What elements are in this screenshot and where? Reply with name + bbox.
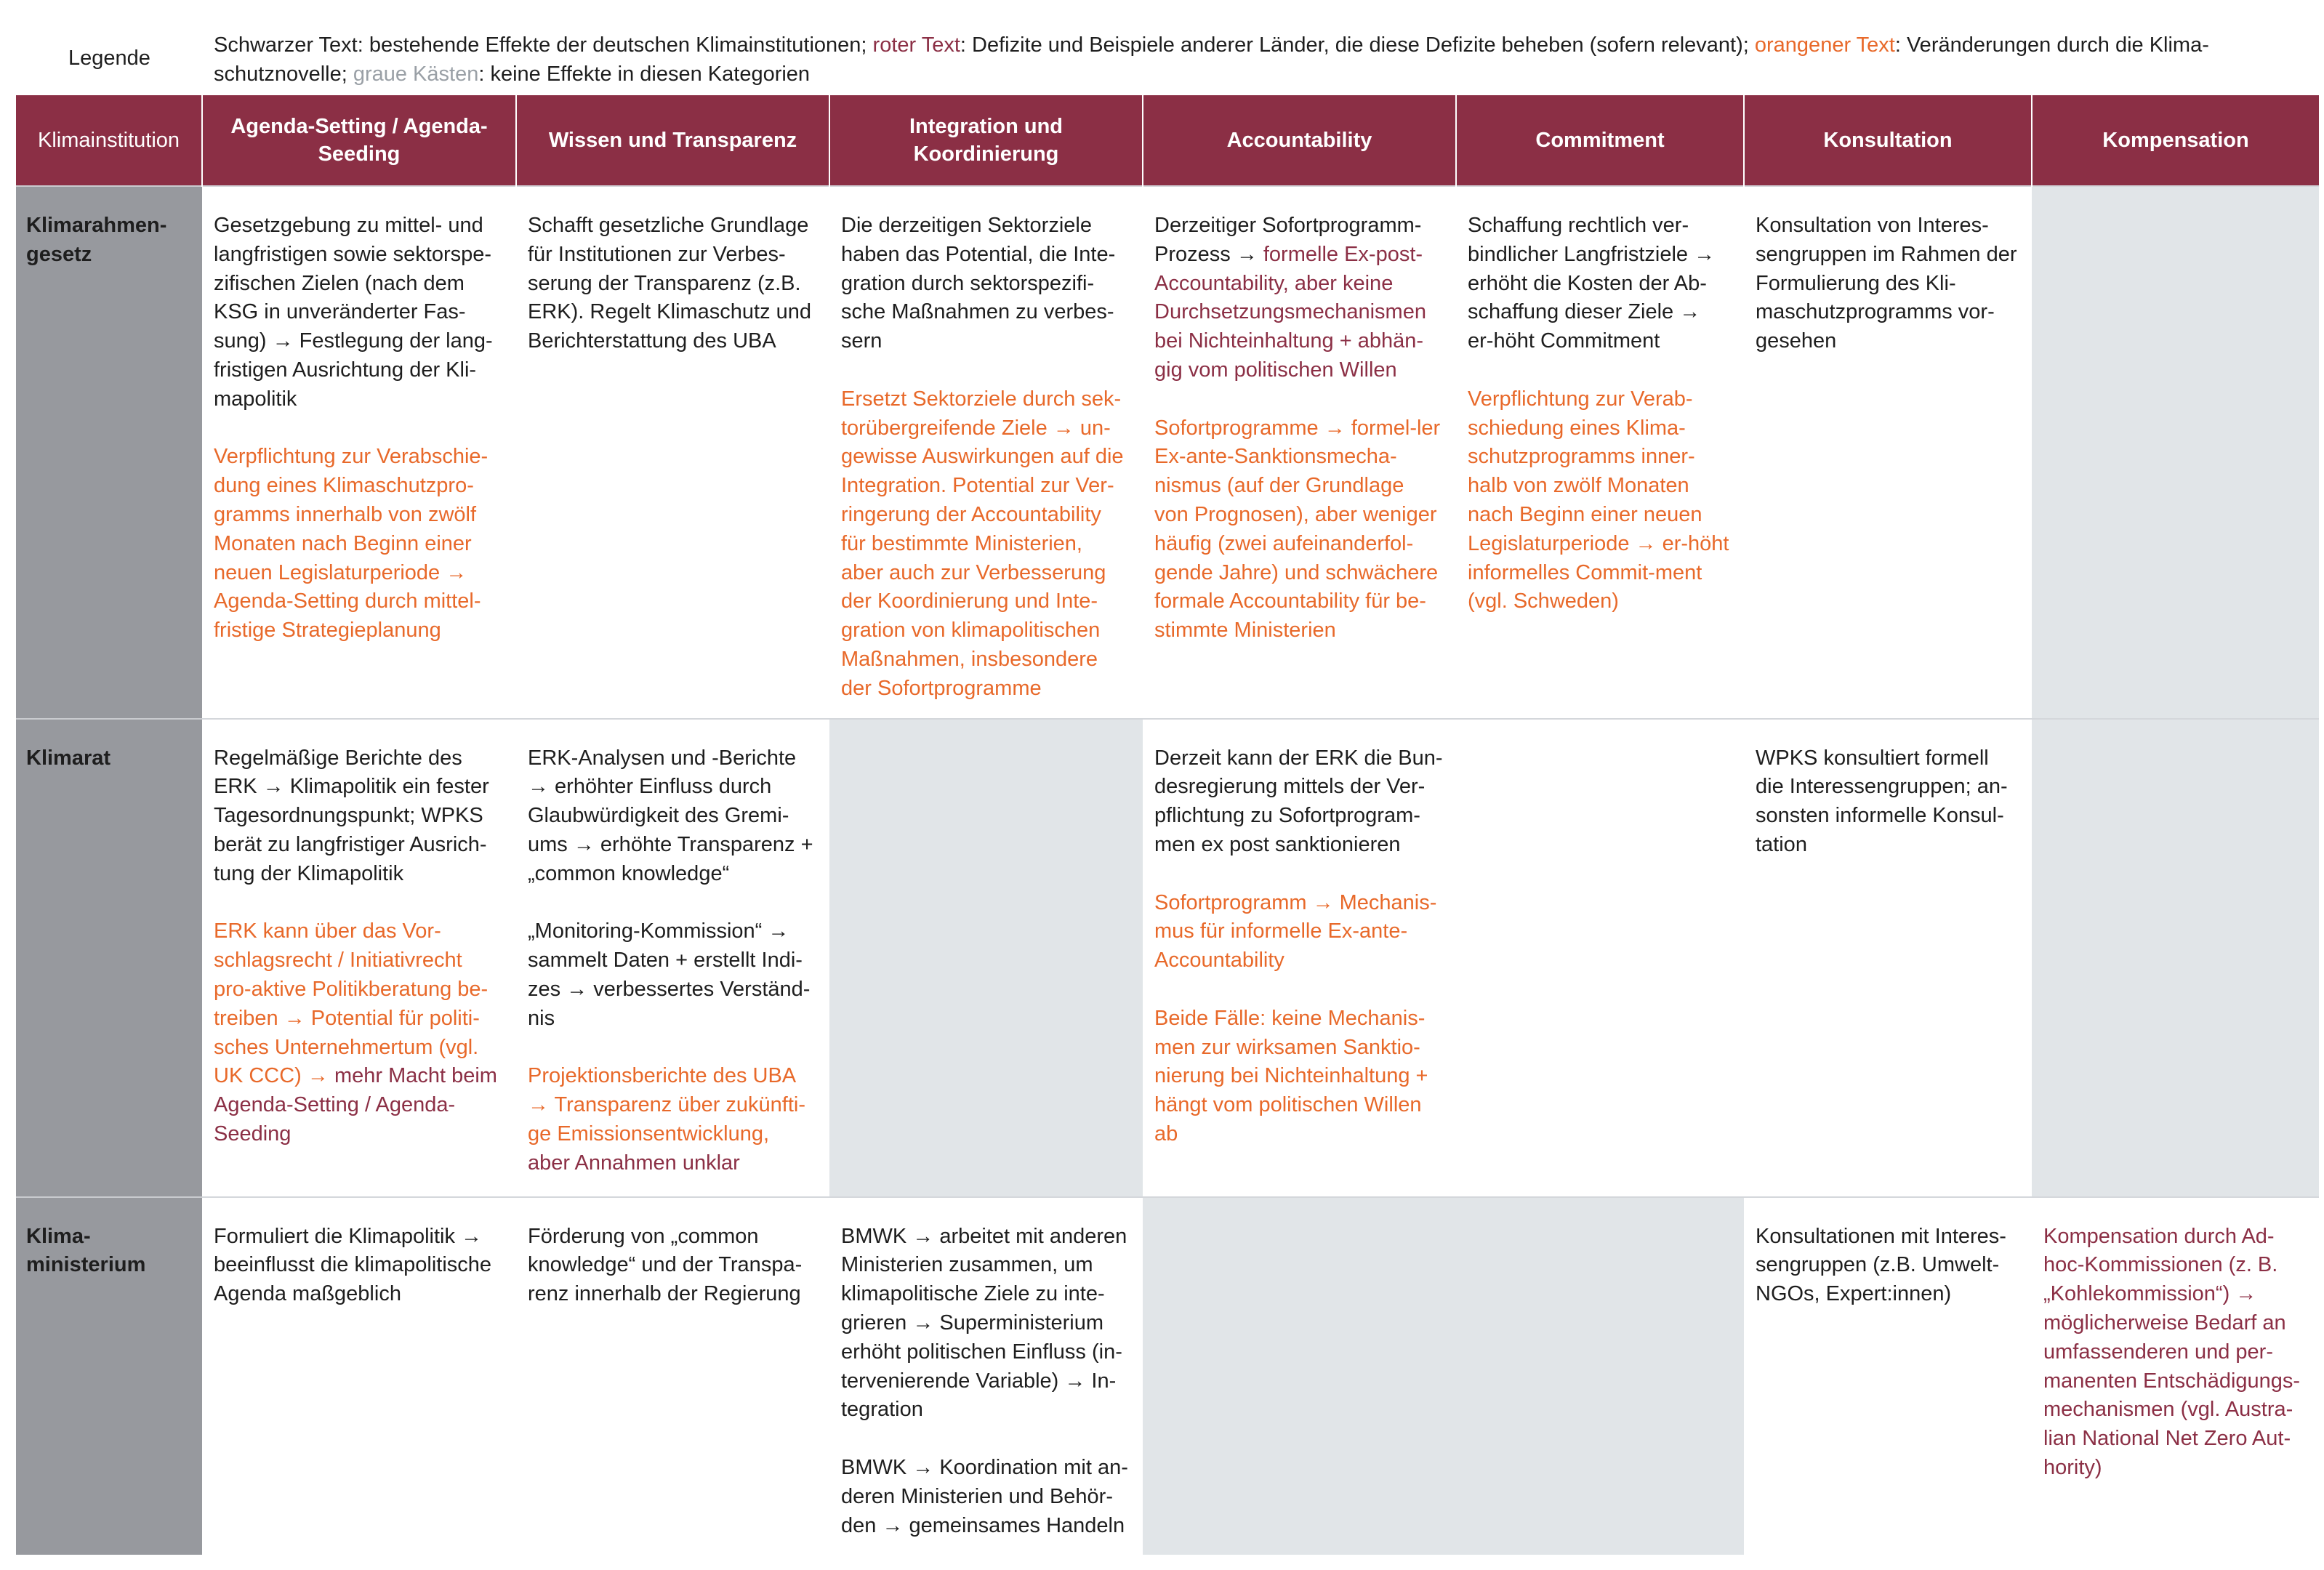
legend-label: Legende (68, 47, 150, 70)
cell-text: Schaffung rechtlich ver-bindlicher Langfristziele → erhöht die Kosten der Ab-schaffung dieser Ziele → er-höht Commitment (1468, 214, 1716, 353)
cell-text: Förderung von „common knowledge“ und der Transpa-renz innerhalb der Regierung (528, 1224, 803, 1306)
cell-text: Formuliert die Klimapolitik → beeinflusst die klimapolitische Agenda maßgeblich (214, 1224, 492, 1306)
row-header: Klimarat (16, 719, 202, 1197)
cell-text: Schafft gesetzliche Grundlage für Institutionen zur Verbes-serung der Transparenz (z.B. ERK). Regelt Klimaschutz und Berichterstattung des UBA (528, 214, 812, 353)
cell-konsultation (1744, 719, 2032, 1197)
institution-matrix (16, 95, 2319, 1555)
cell-agenda (202, 719, 516, 1197)
legend-orange-desc: : Veränderungen durch die Klima-schutznovelle; (214, 33, 2209, 86)
header-commitment: Commitment (1456, 95, 1744, 186)
cell-integration (829, 186, 1143, 719)
table-row-klimarahmengesetz (16, 186, 2319, 719)
cell-text: Gesetzgebung zu mittel- und langfristigen sowie sektorspe-zifischen Zielen (nach dem KSG in unveränderter Fas-sung) → Festlegung der lang-fristigen Ausrichtung der Kli-mapolitik (214, 214, 493, 411)
cell-commitment-blank (1456, 719, 1744, 1197)
cell-wissen (516, 186, 829, 719)
cell-text: Derzeitiger Sofortprogramm-Prozess → (1154, 214, 1422, 266)
cell-text-orange: Ersetzt Sektorziele durch sek-torübergreifende Ziele → un-gewisse Auswirkungen auf die Integration. Potential zur Ver-ringerung der Accountability für bestimmte Ministerien, aber auch zur Verbesserung der Koordinierung und Inte-gration von klimapolitischen Maßnahmen, insbesondere der Sofortprogramme (841, 387, 1124, 700)
cell-text-mixed (214, 917, 503, 1148)
cell-text-red: aber Annahmen unklar (528, 1151, 740, 1175)
legend-red-desc: : Defizite und Beispiele anderer Länder, die diese Defizite beheben (sofern relevant); (960, 33, 1755, 57)
cell-commitment (1456, 186, 1744, 719)
cell-text-orange: Projektionsberichte des UBA → Transparenz über zukünfti-ge Emissionsentwicklung, (528, 1064, 806, 1146)
cell-accountability-empty (1143, 1197, 1456, 1555)
cell-integration-empty (829, 719, 1143, 1197)
cell-text: BMWK → arbeitet mit anderen Ministerien zusammen, um klimapolitische Ziele zu inte-grieren → Superministerium erhöht politischen Einfluss (in-tervenierende Variable) → In-tegration (841, 1224, 1127, 1422)
cell-wissen (516, 719, 829, 1197)
cell-text-red: formelle Ex-post-Accountability, aber keine Durchsetzungsmechanismen bei Nichteinhaltung + abhän-gig vom politischen Willen (1154, 242, 1426, 382)
header-wissen-transparenz: Wissen und Transparenz (516, 95, 829, 186)
cell-text: BMWK → Koordination mit an-deren Ministerien und Behör-den → gemeinsames Handeln (841, 1455, 1128, 1537)
cell-agenda (202, 186, 516, 719)
header-agenda-setting: Agenda-Setting / Agenda-Seeding (202, 95, 516, 186)
cell-accountability (1143, 186, 1456, 719)
cell-text-orange: Beide Fälle: keine Mechanis-men zur wirksamen Sanktio-nierung bei Nichteinhaltung + hängt vom politischen Willen ab (1154, 1006, 1428, 1146)
cell-agenda (202, 1197, 516, 1555)
cell-text: ERK-Analysen und -Berichte → erhöhter Einfluss durch Glaubwürdigkeit des Gremi-ums → erhöhte Transparenz + „common knowledge“ (528, 746, 813, 885)
header-integration-koordinierung: Integration und Koordinierung (829, 95, 1143, 186)
legend-text (214, 31, 2300, 89)
header-accountability: Accountability (1143, 95, 1456, 186)
header-klimainstitution: Klimainstitution (16, 95, 202, 186)
table-row-klimaministerium (16, 1197, 2319, 1555)
header-row (16, 95, 2319, 186)
cell-konsultation (1744, 186, 2032, 719)
row-header: Klimarahmen-gesetz (16, 186, 202, 719)
cell-text-red: mehr Macht beim Agenda-Setting / Agenda-Seeding (214, 1064, 497, 1146)
cell-text: „Monitoring-Kommission“ → sammelt Daten + erstellt Indi-zes → verbessertes Verständ-nis (528, 919, 811, 1030)
cell-text-orange: ERK kann über das Vor-schlagsrecht / Initiativrecht pro-aktive Politikberatung be-treiben → Potential für politi-sches Unternehmertum (vgl. UK CCC) → (214, 919, 488, 1088)
cell-text-orange: Verpflichtung zur Verabschie-dung eines Klimaschutzpro-gramms innerhalb von zwölf Monaten nach Beginn einer neuen Legislaturperiode → Agenda-Setting durch mittel-fristige Strategieplanung (214, 445, 488, 643)
cell-text-orange: Sofortprogramm → Mechanis-mus für informelle Ex-ante-Accountability (1154, 890, 1437, 973)
cell-text: WPKS konsultiert formell die Interessengruppen; an-sonsten informelle Konsul-tation (1756, 746, 2008, 856)
cell-commitment-empty (1456, 1197, 1744, 1555)
cell-text: Derzeit kann der ERK die Bun-desregierung mittels der Ver-pflichtung zu Sofortprogram-men ex post sanktionieren (1154, 746, 1443, 856)
header-konsultation: Konsultation (1744, 95, 2032, 186)
cell-integration (829, 1197, 1143, 1555)
cell-text-mixed (528, 1062, 816, 1178)
cell-kompensation (2032, 1197, 2319, 1555)
cell-text: Regelmäßige Berichte des ERK → Klimapolitik ein fester Tagesordnungspunkt; WPKS berät zu langfristiger Ausrich-tung der Klimapolitik (214, 746, 489, 885)
cell-text-orange: Sofortprogramme → formel-ler Ex-ante-Sanktionsmecha-nismus (auf der Grundlage von Prognosen), aber weniger häufig (zwei aufeinanderfol-gende Jahre) und schwächere formale Accountability für be-stimmte Ministerien (1154, 416, 1441, 643)
cell-text: Konsultationen mit Interes-sengruppen (z.B. Umwelt-NGOs, Expert:innen) (1756, 1224, 2006, 1306)
cell-text: Konsultation von Interes-sengruppen im Rahmen der Formulierung des Kli-maschutzprogramms vor-gesehen (1756, 214, 2017, 353)
legend (0, 0, 2324, 91)
cell-wissen (516, 1197, 829, 1555)
row-header: Klima-ministerium (16, 1197, 202, 1555)
legend-grey-text: graue Kästen (353, 63, 479, 86)
legend-orange-text: orangener Text (1754, 33, 1895, 57)
legend-red-text: roter Text (872, 33, 960, 57)
table-row-klimarat (16, 719, 2319, 1197)
legend-grey-desc: : keine Effekte in diesen Kategorien (478, 63, 811, 86)
cell-accountability (1143, 719, 1456, 1197)
cell-text-red: Kompensation durch Ad-hoc-Kommissionen (z. B. „Kohlekommission“) → möglicherweise Bedarf an umfassenderen und per-manenten Entschädigungs-mechanismen (vgl. Austra-lian National Net Zero Aut-hority) (2043, 1224, 2301, 1479)
cell-text: Die derzeitigen Sektorziele haben das Potential, die Inte-gration durch sektorspezifi-sche Maßnahmen zu verbes-sern (841, 214, 1116, 353)
legend-black-text: Schwarzer Text: bestehende Effekte der deutschen Klimainstitutionen; (214, 33, 873, 57)
cell-kompensation-empty (2032, 186, 2319, 719)
cell-kompensation-empty (2032, 719, 2319, 1197)
cell-text-mixed (1154, 212, 1443, 385)
header-kompensation: Kompensation (2032, 95, 2319, 186)
cell-text-orange: Verpflichtung zur Verab-schiedung eines Klima-schutzprogramms inner-halb von zwölf Monaten nach Beginn einer neuen Legislaturperiode → er-höht informelles Commit-ment (vgl. Schweden) (1468, 387, 1729, 613)
cell-konsultation (1744, 1197, 2032, 1555)
